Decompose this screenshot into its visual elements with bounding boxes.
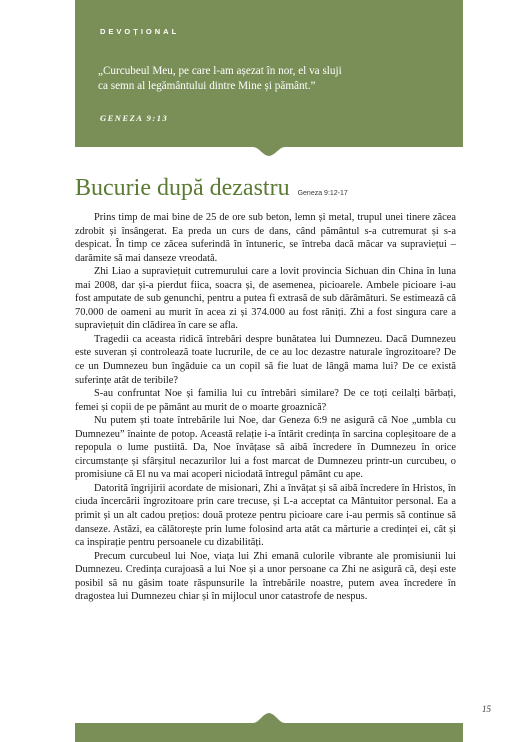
- quote-reference: GENEZA 9:13: [100, 113, 169, 123]
- paragraph: Zhi Liao a supraviețuit cutremurului care a lovit provincia Sichuan din China în luna mai 2008, dar și-a pierdut fiica, soacra și, de asemenea, picioarele. Ambele picioare i-au fost amputate de sub genunchi, pentru a putea fi extrasă de sub dărâmături. Se estimează că 70.000 de oameni au murit în acea zi și 374.000 au fost răniți. Zhi a fost singura care a supraviețuit din clădirea în care se afla.: [75, 266, 456, 332]
- paragraph: S-au confruntat Noe și familia lui cu întrebări similare? De ce toți ceilalți bărbați, femei și copii de pe pământ au murit de o moarte groaznică?: [75, 388, 456, 413]
- paragraph: Nu putem ști toate întrebările lui Noe, dar Geneza 6:9 ne asigură că Noe „umbla cu Dumnezeu” înainte de potop. Această relație i-a întărit credința în sarcina copleșitoare de a repopula o lume pustiită. Da, Noe învățase să aibă încredere în Dumnezeu în orice circumstanțe și sfârșitul necazurilor lui a fost marcat de Dumnezeu printr-un curcubeu, o promisiune că El nu va mai acoperi niciodată întregul pământ cu ape.: [75, 415, 456, 481]
- article-body: [75, 211, 456, 604]
- page-number: 15: [482, 704, 491, 714]
- header-scalloped-edge: [75, 145, 463, 157]
- section-label: DEVOȚIONAL: [100, 27, 180, 36]
- paragraph: Prins timp de mai bine de 25 de ore sub beton, lemn și metal, trupul unei tinere zăcea zdrobit și însângerat. Ea preda un curs de dans, când pământul s-a cutremurat și s-a despicat. În timp ce zăcea suferindă în întuneric, se întreba dacă măcar va supraviețui – darămite să mai danseze vreodată.: [75, 212, 456, 264]
- header-quote: „Curcubeul Meu, pe care l-am așezat în nor, el va sluji ca semn al legământului dintre Mine și pământ.”: [98, 65, 342, 92]
- article-title: Bucurie după dezastru: [75, 175, 290, 201]
- paragraph: Datorită îngrijirii acordate de misionari, Zhi a învățat și să aibă încredere în Hristos, în ciuda încercării îngrozitoare prin care trecuse, și L-a acceptat ca Mântuitor personal. Ea a primit și un alt cadou prețios: două proteze pentru picioare care i-au permis să continue să danseze. Astăzi, ea călătorește prin lume folosind arta atât ca mărturie a credinței ei, cât și ca inspirație pentru persoanele cu dizabilități.: [75, 482, 456, 549]
- article-title-reference: Geneza 9:12-17: [297, 190, 348, 197]
- paragraph: Tragedii ca aceasta ridică întrebări despre bunătatea lui Dumnezeu. Dacă Dumnezeu este suveran și controlează toate lucrurile, de ce au loc dezastre naturale îngrozitoare? De ce un Dumnezeu bun îngăduie ca un copil să fie luat de lângă mama lui? De ce există suferințe atât de teribile?: [75, 333, 456, 386]
- paragraph: Precum curcubeul lui Noe, viața lui Zhi emană culorile vibrante ale promisiunii lui Dumnezeu. Credința curajoasă a lui Noe și a unor persoane ca Zhi ne asigură că, deși este posibil să nu găsim toate răspunsurile la întrebările noastre, putem avea încredere în dragostea lui Dumnezeu chiar și în mijlocul unor catastrofe de nespus.: [75, 550, 456, 603]
- article-title-row: [75, 175, 475, 202]
- footer-banner: [75, 724, 463, 742]
